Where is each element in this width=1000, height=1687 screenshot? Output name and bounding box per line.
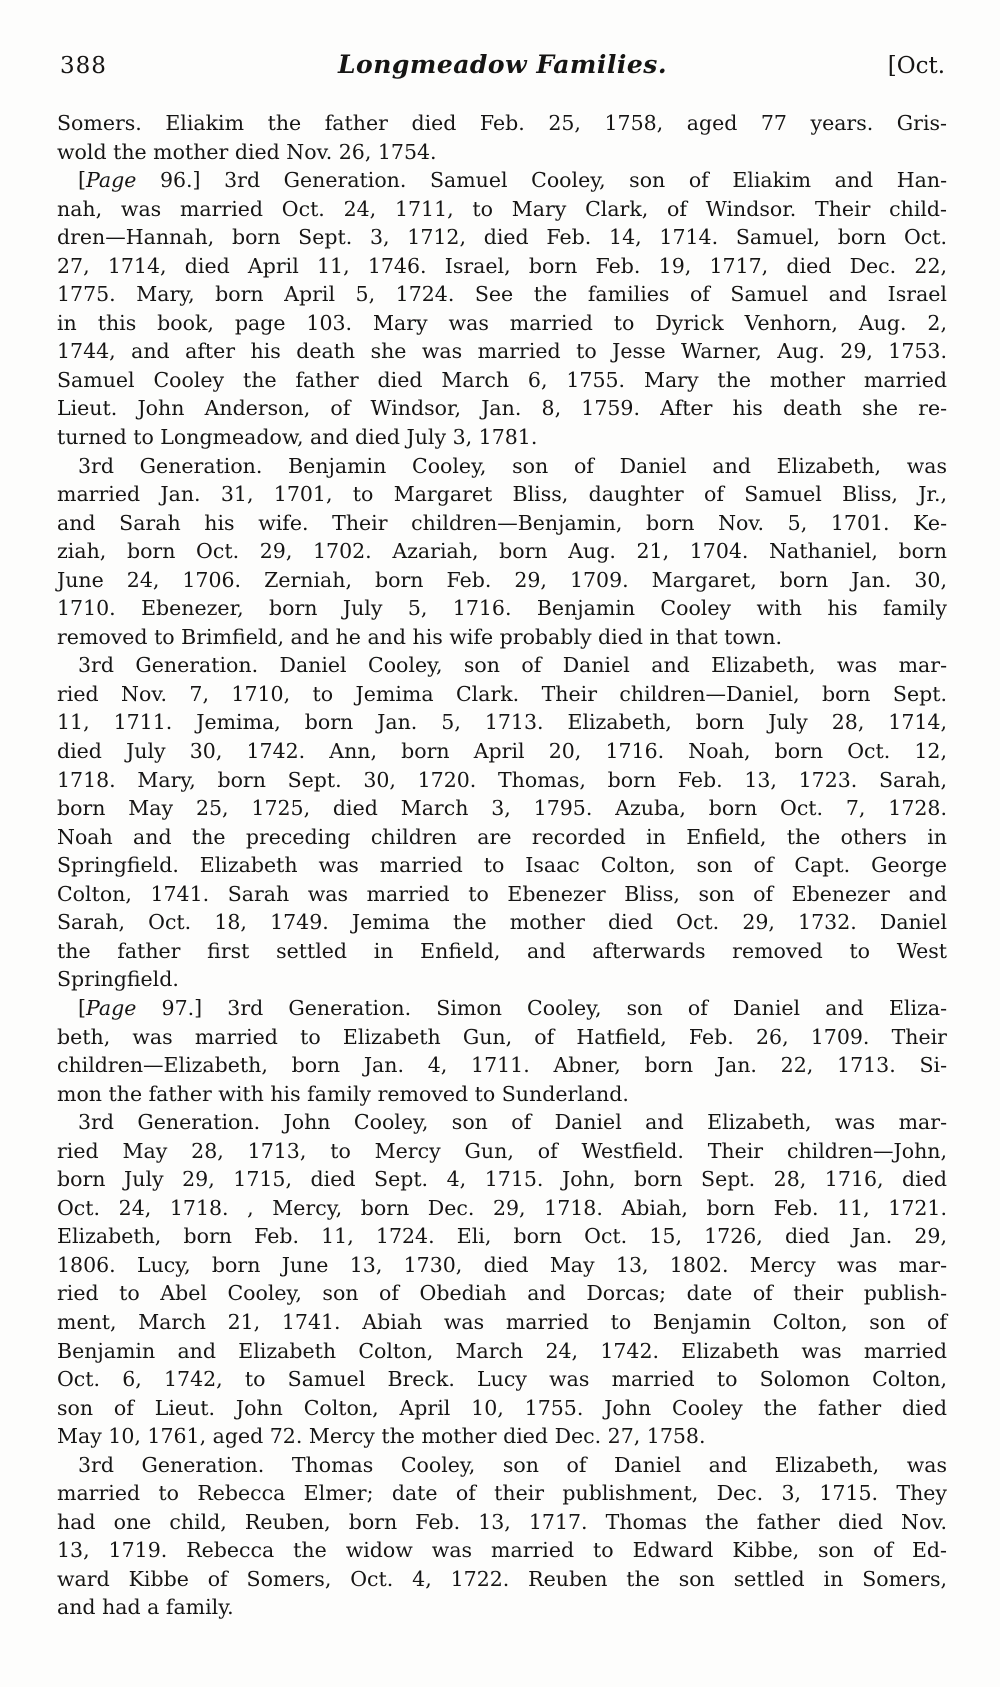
text-line: removed to Brimfield, and he and his wife probably died in that town. [57, 624, 783, 649]
text-line: nah, was married Oct. 24, 1711, to Mary Clark, of Windsor. Their child- [57, 196, 947, 221]
text-line: and Sarah his wife. Their children—Benjamin, born Nov. 5, 1701. Ke- [57, 510, 947, 535]
text-line: 1744, and after his death she was married to Jesse Warner, Aug. 29, 1753. [57, 339, 947, 364]
text-line: June 24, 1706. Zerniah, born Feb. 29, 1709. Margaret, born Jan. 30, [57, 567, 947, 592]
text-line: ment, March 21, 1741. Abiah was married to Benjamin Colton, son of [57, 1309, 947, 1334]
body-text [57, 109, 947, 1622]
text-line: born July 29, 1715, died Sept. 4, 1715. John, born Sept. 28, 1716, died [57, 1167, 947, 1192]
text-line: [Page 96.] 3rd Generation. Samuel Cooley, son of Eliakim and Han- [78, 168, 947, 193]
text-line: ziah, born Oct. 29, 1702. Azariah, born Aug. 21, 1704. Nathaniel, born [57, 539, 947, 564]
paragraph [57, 994, 947, 1108]
page-header [0, 0, 1000, 79]
text-line: Springfield. [57, 967, 179, 992]
text-line: Elizabeth, born Feb. 11, 1724. Eli, born Oct. 15, 1726, died Jan. 29, [57, 1224, 947, 1249]
text-line: Sarah, Oct. 18, 1749. Jemima the mother died Oct. 29, 1732. Daniel [57, 910, 947, 935]
text-line: Lieut. John Anderson, of Windsor, Jan. 8, 1759. After his death she re- [57, 396, 947, 421]
text-line: 1710. Ebenezer, born July 5, 1716. Benjamin Cooley with his family [57, 596, 947, 621]
issue-label: [Oct. [887, 53, 945, 79]
text-line: born May 25, 1725, died March 3, 1795. Azuba, born Oct. 7, 1728. [57, 796, 947, 821]
text-line: 1775. Mary, born April 5, 1724. See the families of Samuel and Israel [57, 282, 947, 307]
text-line: Benjamin and Elizabeth Colton, March 24, 1742. Elizabeth was married [57, 1338, 947, 1363]
paragraph [57, 651, 947, 994]
text-line: Springfield. Elizabeth was married to Isaac Colton, son of Capt. George [57, 853, 947, 878]
text-line: children—Elizabeth, born Jan. 4, 1711. Abner, born Jan. 22, 1713. Si- [57, 1053, 947, 1078]
text-line: 1806. Lucy, born June 13, 1730, died May 13, 1802. Mercy was mar- [57, 1252, 947, 1277]
text-line: 3rd Generation. Daniel Cooley, son of Daniel and Elizabeth, was mar- [78, 653, 947, 678]
text-line: ried Nov. 7, 1710, to Jemima Clark. Their children—Daniel, born Sept. [57, 681, 947, 706]
text-line: the father first settled in Enfield, and afterwards removed to West [57, 938, 947, 963]
text-line: beth, was married to Elizabeth Gun, of Hatfield, Feb. 26, 1709. Their [57, 1024, 947, 1049]
text-line: Somers. Eliakim the father died Feb. 25, 1758, aged 77 years. Gris- [57, 111, 947, 135]
text-line: in this book, page 103. Mary was married to Dyrick Venhorn, Aug. 2, [57, 310, 947, 335]
text-line: son of Lieut. John Colton, April 10, 1755. John Cooley the father died [57, 1395, 947, 1420]
paragraph [57, 1451, 947, 1622]
text-line: 13, 1719. Rebecca the widow was married to Edward Kibbe, son of Ed- [57, 1538, 947, 1563]
paragraph [57, 1108, 947, 1451]
text-line: May 10, 1761, aged 72. Mercy the mother died Dec. 27, 1758. [57, 1424, 706, 1449]
paragraph [57, 452, 947, 652]
text-line: died July 30, 1742. Ann, born April 20, 1716. Noah, born Oct. 12, [57, 739, 947, 764]
text-line: Oct. 24, 1718. , Mercy, born Dec. 29, 1718. Abiah, born Feb. 11, 1721. [57, 1195, 947, 1220]
text-line: Samuel Cooley the father died March 6, 1755. Mary the mother married [57, 367, 947, 392]
text-line: married Jan. 31, 1701, to Margaret Bliss, daughter of Samuel Bliss, Jr., [57, 482, 947, 507]
text-line: 11, 1711. Jemima, born Jan. 5, 1713. Elizabeth, born July 28, 1714, [57, 710, 947, 735]
text-line: ried May 28, 1713, to Mercy Gun, of Westfield. Their children—John, [57, 1138, 947, 1163]
text-line: Noah and the preceding children are recorded in Enfield, the others in [57, 824, 947, 849]
text-line: 1718. Mary, born Sept. 30, 1720. Thomas, born Feb. 13, 1723. Sarah, [57, 767, 947, 792]
page-ref-italic: Page [86, 995, 137, 1020]
text-line: Colton, 1741. Sarah was married to Ebenezer Bliss, son of Ebenezer and [57, 881, 947, 906]
text-line: ried to Abel Cooley, son of Obediah and Dorcas; date of their publish- [57, 1281, 947, 1306]
text-line: 3rd Generation. Thomas Cooley, son of Daniel and Elizabeth, was [78, 1452, 947, 1477]
page-number: 388 [60, 53, 107, 79]
text-line: had one child, Reuben, born Feb. 13, 1717. Thomas the father died Nov. [57, 1509, 947, 1534]
text-line: 27, 1714, died April 11, 1746. Israel, born Feb. 19, 1717, died Dec. 22, [57, 253, 947, 278]
text-line: wold the mother died Nov. 26, 1754. [57, 139, 437, 164]
text-line: 3rd Generation. John Cooley, son of Daniel and Elizabeth, was mar- [78, 1110, 947, 1135]
text-line: ward Kibbe of Somers, Oct. 4, 1722. Reuben the son settled in Somers, [57, 1566, 947, 1591]
page-ref-italic: Page [86, 168, 137, 193]
text-line: Oct. 6, 1742, to Samuel Breck. Lucy was married to Solomon Colton, [57, 1367, 947, 1392]
text-line: 3rd Generation. Benjamin Cooley, son of Daniel and Elizabeth, was [78, 453, 947, 478]
text-line: mon the father with his family removed to Sunderland. [57, 1081, 629, 1106]
text-line: [Page 97.] 3rd Generation. Simon Cooley, son of Daniel and Eliza- [78, 995, 947, 1020]
text-line: and had a family. [57, 1595, 234, 1620]
running-title: Longmeadow Families. [337, 50, 668, 79]
paragraph [57, 166, 947, 451]
text-line: dren—Hannah, born Sept. 3, 1712, died Feb. 14, 1714. Samuel, born Oct. [57, 225, 947, 250]
paragraph [57, 109, 947, 166]
text-line: turned to Longmeadow, and died July 3, 1781. [57, 425, 538, 450]
text-line: married to Rebecca Elmer; date of their publishment, Dec. 3, 1715. They [57, 1481, 947, 1506]
